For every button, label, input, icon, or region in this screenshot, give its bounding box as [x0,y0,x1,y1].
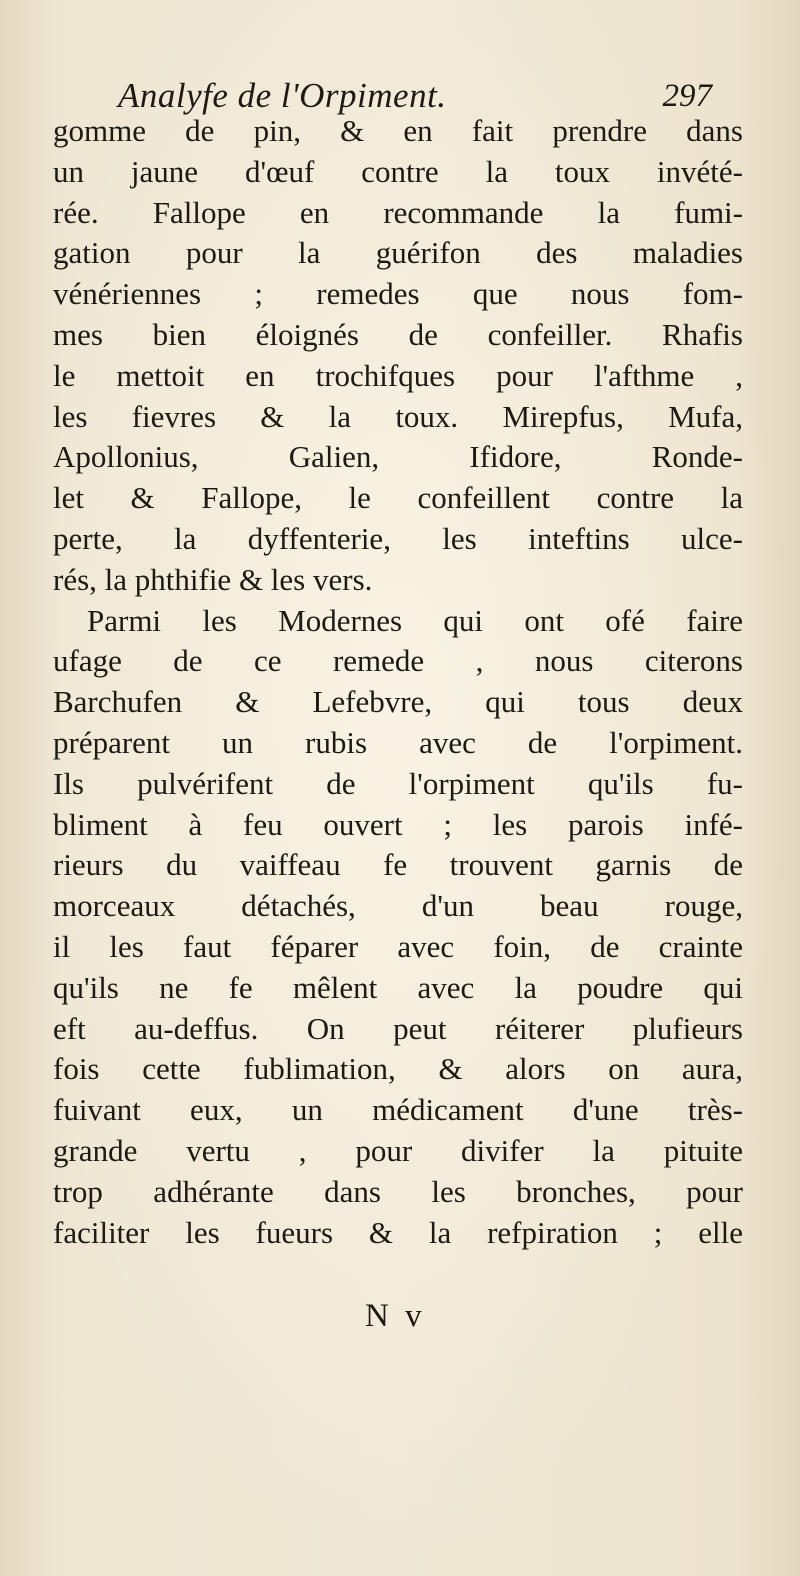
text-line: gation pour la guérifon des maladies [53,235,743,271]
text-line: préparent un rubis avec de l'orpiment. [53,724,743,760]
running-head: Analyfe de l'Orpiment. [118,76,447,115]
body-text [53,111,743,1253]
text-line: vénériennes ; remedes que nous fom- [53,276,743,312]
text-line: gomme de pin, & en fait prendre dans [53,113,743,148]
text-line: un jaune d'œuf contre la toux invété- [53,153,743,189]
text-line: fuivant eux, un médicament d'une très- [53,1092,743,1128]
text-line: ufage de ce remede , nous citerons [53,643,743,679]
text-line: fois cette fublimation, & alors on aura, [53,1051,743,1087]
text-line: faciliter les fueurs & la refpiration ; elle [53,1214,743,1250]
text-line: Barchufen & Lefebvre, qui tous deux [53,684,743,720]
text-line: trop adhérante dans les bronches, pour [53,1173,743,1209]
text-line: qu'ils ne fe mêlent avec la poudre qui [53,969,743,1005]
text-line: bliment à feu ouvert ; les parois infé- [53,806,743,842]
text-line: morceaux détachés, d'un beau rouge, [53,888,743,924]
text-line: perte, la dyffenterie, les inteftins ulce- [53,520,743,556]
text-line: il les faut féparer avec foin, de crainte [53,928,743,964]
text-line: rieurs du vaiffeau fe trouvent garnis de [53,847,743,883]
text-line: le mettoit en trochifques pour l'afthme , [53,357,743,393]
text-line: Apollonius, Galien, Ifidore, Ronde- [53,439,743,475]
text-line: let & Fallope, le confeillent contre la [53,480,743,516]
text-line: Ils pulvérifent de l'orpiment qu'ils fu- [53,765,743,801]
signature-mark: N v [365,1298,426,1334]
text-line: mes bien éloignés de confeiller. Rhafis [53,316,743,352]
text-line: eft au-deffus. On peut réiterer plufieurs [53,1010,743,1046]
page-number: 297 [662,78,712,114]
text-line: les fievres & la toux. Mirepfus, Mufa, [53,398,743,434]
text-line: Parmi les Modernes qui ont ofé faire [87,602,743,638]
text-line: rée. Fallope en recommande la fumi- [53,194,743,230]
text-line: grande vertu , pour divifer la pituite [53,1132,743,1168]
text-line: rés, la phthifie & les vers. [53,561,373,597]
